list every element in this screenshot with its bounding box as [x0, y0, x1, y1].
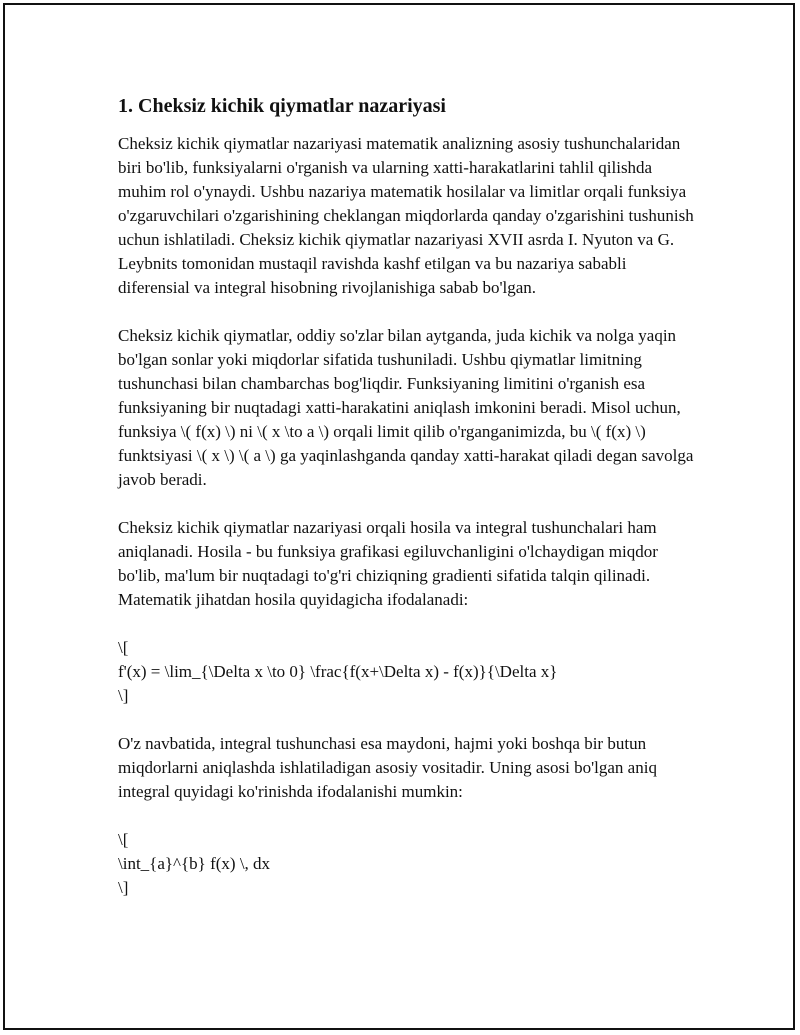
paragraph-infinitesimals: Cheksiz kichik qiymatlar, oddiy so'zlar bilan aytganda, juda kichik va nolga yaqin bo'lgan sonlar yoki miqdorlar sifatida tushuniladi. Ushbu qiymatlar limitning tushunchasi bilan chambarchas bog'liqdir. Funksiyaning limitini o'rganish esa funksiyaning bir nuqtadagi xatti-harakatini aniqlash imkonini beradi. Misol uchun, funksiya \( f(x) \) ni \( x \to a \) orqali limit qilib o'rganganimizda, bu \( f(x) \) funktsiyasi \( x \) \( a \) ga yaqinlashganda qanday xatti-harakat qiladi degan savolga javob beradi. — [118, 326, 694, 489]
paragraph-intro: Cheksiz kichik qiymatlar nazariyasi matematik analizning asosiy tushunchalaridan biri bo'lib, funksiyalarni o'rganish va ularning xatti-harakatlarini tahlil qilishda muhim rol o'ynaydi. Ushbu nazariya matematik hosilalar va limitlar orqali funksiya o'zgaruvchilari o'zgarishining cheklangan miqdorlarda qanday o'zgarishini tushunish uchun ishlatiladi. Cheksiz kichik qiymatlar nazariyasi XVII asrda I. Nyuton va G. Leybnits tomonidan mustaqil ravishda kashf etilgan va bu nazariya sababli diferensial va integral hisobning rivojlanishiga sabab bo'lgan. — [118, 134, 694, 297]
formula-body: \int_{a}^{b} f(x) \, dx — [118, 854, 271, 873]
section-heading: 1. Cheksiz kichik qiymatlar nazariyasi — [118, 95, 446, 117]
paragraph-integral: O'z navbatida, integral tushunchasi esa maydoni, hajmi yoki boshqa bir butun miqdorlarni aniqlashda ishlatiladigan asosiy vositadir. Uning asosi bo'lgan aniq integral quyidagi ko'rinishda ifodalanishi mumkin: — [118, 734, 657, 801]
formula-open-delimiter: \[ — [118, 638, 129, 657]
formula-open-delimiter: \[ — [118, 830, 129, 849]
document-body — [118, 92, 698, 924]
formula-body: f'(x) = \lim_{\Delta x \to 0} \frac{f(x+\Delta x) - f(x)}{\Delta x} — [118, 662, 558, 681]
formula-close-delimiter: \] — [118, 686, 129, 705]
formula-close-delimiter: \] — [118, 878, 129, 897]
integral-formula — [118, 828, 698, 900]
derivative-formula — [118, 636, 698, 708]
paragraph-derivative: Cheksiz kichik qiymatlar nazariyasi orqali hosila va integral tushunchalari ham aniqlanadi. Hosila - bu funksiya grafikasi egiluvchanligini o'lchaydigan miqdor bo'lib, ma'lum bir nuqtadagi to'g'ri chiziqning gradienti sifatida talqin qilinadi. Matematik jihatdan hosila quyidagicha ifodalanadi: — [118, 518, 658, 609]
